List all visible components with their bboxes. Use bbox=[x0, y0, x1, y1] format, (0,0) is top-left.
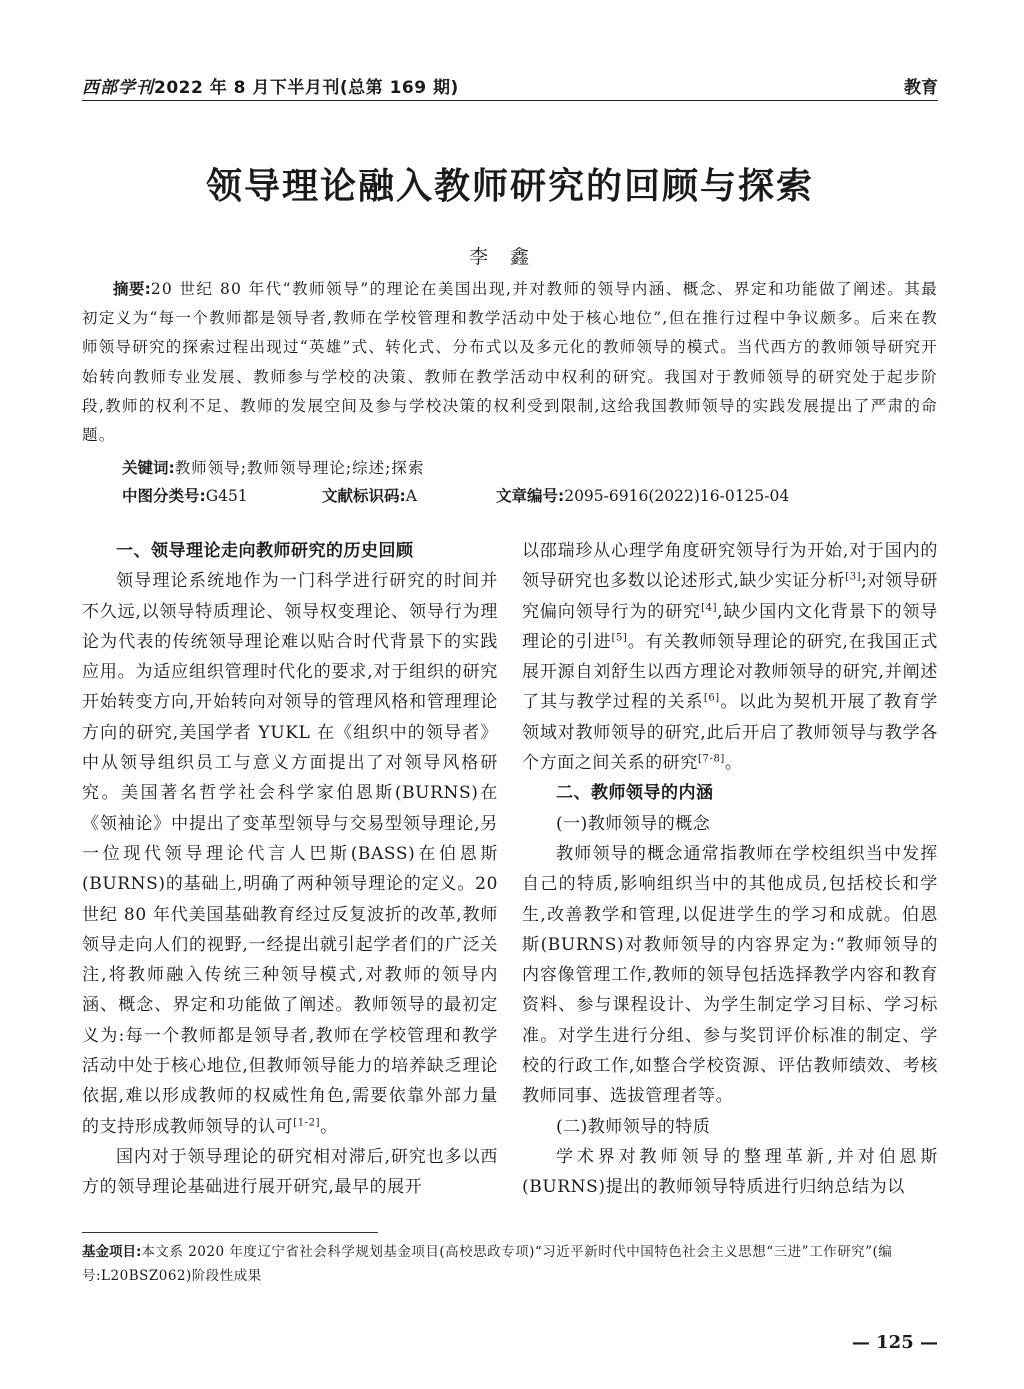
subsection-heading-concept: (一)教师领导的概念 bbox=[556, 813, 711, 834]
footnote-divider bbox=[82, 1232, 378, 1233]
paragraph bbox=[522, 536, 938, 778]
paragraph bbox=[82, 566, 498, 1142]
keywords-text: 教师领导;教师领导理论;综述;探索 bbox=[174, 459, 425, 477]
section-heading-2: 二、教师领导的内涵 bbox=[556, 783, 714, 804]
citation: [3] bbox=[845, 571, 862, 583]
clc-label: 中图分类号: bbox=[122, 487, 206, 505]
journal-issue bbox=[82, 73, 459, 98]
keywords-label: 关键词: bbox=[122, 459, 175, 477]
footnote-label: 基金项目: bbox=[82, 1244, 142, 1260]
clc-code bbox=[122, 483, 248, 509]
article-number-label: 文章编号: bbox=[496, 487, 565, 505]
footnote bbox=[82, 1240, 938, 1288]
article-number-value: 2095-6916(2022)16-0125-04 bbox=[564, 487, 790, 505]
doc-code bbox=[322, 483, 417, 509]
page-number: — 125 — bbox=[851, 1332, 938, 1353]
paragraph: 国内对于领导理论的研究相对滞后,研究也多以西方的领导理论基础进行展开研究,最早的展开 bbox=[82, 1146, 498, 1198]
keywords bbox=[122, 455, 938, 481]
citation: [6] bbox=[703, 692, 720, 704]
paragraph: 教师领导的概念通常指教师在学校组织当中发挥自己的特质,影响组织当中的其他成员,包括校长和学生,改善教学和管理,以促进学生的学习和成就。伯恩斯(BURNS)对教师领导的内容界定为:“教师领导的内容像管理工作,教师的领导包括选择教学内容和教育资料、参与课程设计、为学生制定学习目标、学习标准。对学生进行分组、参与奖罚评价标准的制定、学校的行政工作,如整合学校资源、评估教师绩效、考核教师同事、选拔管理者等。 bbox=[522, 843, 938, 1107]
abstract-label: 摘要: bbox=[113, 280, 151, 298]
doc-label: 文献标识码: bbox=[322, 487, 406, 505]
journal-logo: 西部学刊 bbox=[82, 78, 154, 98]
left-column bbox=[82, 536, 498, 1203]
citation: [7-8] bbox=[698, 753, 725, 765]
running-header bbox=[82, 70, 938, 101]
paragraph-text: 以邵瑞珍从心理学角度研究领导行为开始,对于国内的领导研究也多数以论述形式,缺少实证分析 bbox=[522, 541, 938, 592]
article-number bbox=[496, 483, 789, 509]
section-heading-1: 一、领导理论走向教师研究的历史回顾 bbox=[116, 541, 414, 561]
paragraph-text: ;对领导研究偏向领导行为的研究 bbox=[522, 571, 938, 622]
issue-info: 2022 年 8 月下半月刊(总第 169 期) bbox=[154, 78, 459, 98]
subsection-heading-traits: (二)教师领导的特质 bbox=[556, 1116, 711, 1137]
right-column bbox=[522, 536, 938, 1203]
paragraph-text: 。有关教师领导理论的研究,在我国正式展开源自刘舒生以西方理论对教师领导的研究,并阐述了其与教学过程的关系 bbox=[522, 631, 938, 713]
paragraph-text: 。以此为契机开展了教育学领域对教师领导的研究,此后开启了教师领导与教学各个方面之间关系的研究 bbox=[522, 692, 939, 774]
paragraph-text: ,缺少国内文化背景下的领导理论的引进 bbox=[522, 601, 938, 652]
paragraph-text: 。 bbox=[320, 1116, 338, 1137]
paragraph: 学术界对教师领导的整理革新,并对伯恩斯(BURNS)提出的教师领导特质进行归纳总结为以 bbox=[522, 1146, 938, 1198]
abstract-text: 20 世纪 80 年代“教师领导”的理论在美国出现,并对教师的领导内涵、概念、界定和功能做了阐述。其最初定义为“每一个教师都是领导者,教师在学校管理和教学活动中处于核心地位”,但在推行过程中争议颇多。后来在教师领导研究的探索过程出现过“英雄”式、转化式、分布式以及多元化的教师领导的模式。当代西方的教师领导研究开始转向教师专业发展、教师参与学校的决策、教师在教学活动中权利的研究。我国对于教师领导的研究处于起步阶段,教师的权利不足、教师的发展空间及参与学校决策的权利受到限制,这给我国教师领导的实践发展提出了严肃的命题。 bbox=[82, 280, 938, 445]
doc-value: A bbox=[405, 487, 417, 505]
citation: [5] bbox=[611, 632, 628, 644]
paragraph-text: 领导理论系统地作为一门科学进行研究的时间并不久远,以领导特质理论、领导权变理论、领导行为理论为代表的传统领导理论难以贴合时代背景下的实践应用。为适应组织管理时代化的要求,对于组织的研究开始转变方向,开始转向对领导的管理风格和管理理论方向的研究,美国学者 YUKL 在《组织中的领导者》中从领导组织员工与意义方面提出了对领导风格研究。美国著名哲学社会科学家伯恩斯(BURNS)在《领袖论》中提出了变革型领导与交易型领导理论,另一位现代领导理论代言人巴斯(BASS)在伯恩斯(BURNS)的基础上,明确了两种领导理论的定义。20 世纪 80 年代美国基础教育经过反复波折的改革,教师领导走向人们的视野,一经提出就引起学者们的广泛关注,将教师融入传统三种领导模式,对教师的领导内涵、概念、界定和功能做了阐述。教师领导的最初定义为:每一个教师都是领导者,教师在学校管理和教学活动中处于核心地位,但教师领导能力的培养缺乏理论依据,难以形成教师的权威性角色,需要依靠外部力量的支持形成教师领导的认可 bbox=[82, 571, 498, 1137]
article-author: 李鑫 bbox=[468, 246, 551, 268]
abstract bbox=[82, 275, 938, 450]
citation: [4] bbox=[701, 601, 718, 613]
article-title: 领导理论融入教师研究的回顾与探索 bbox=[205, 166, 814, 207]
paragraph-text: 。 bbox=[724, 753, 743, 774]
citation: [1-2] bbox=[293, 1116, 321, 1128]
section-label: 教育 bbox=[904, 78, 938, 98]
footnote-text: 本文系 2020 年度辽宁省社会科学规划基金项目(高校思政专项)“习近平新时代中国特色社会主义思想“三进”工作研究”(编号:L20BSZ062)阶段性成果 bbox=[82, 1244, 893, 1284]
clc-value: G451 bbox=[205, 487, 248, 505]
